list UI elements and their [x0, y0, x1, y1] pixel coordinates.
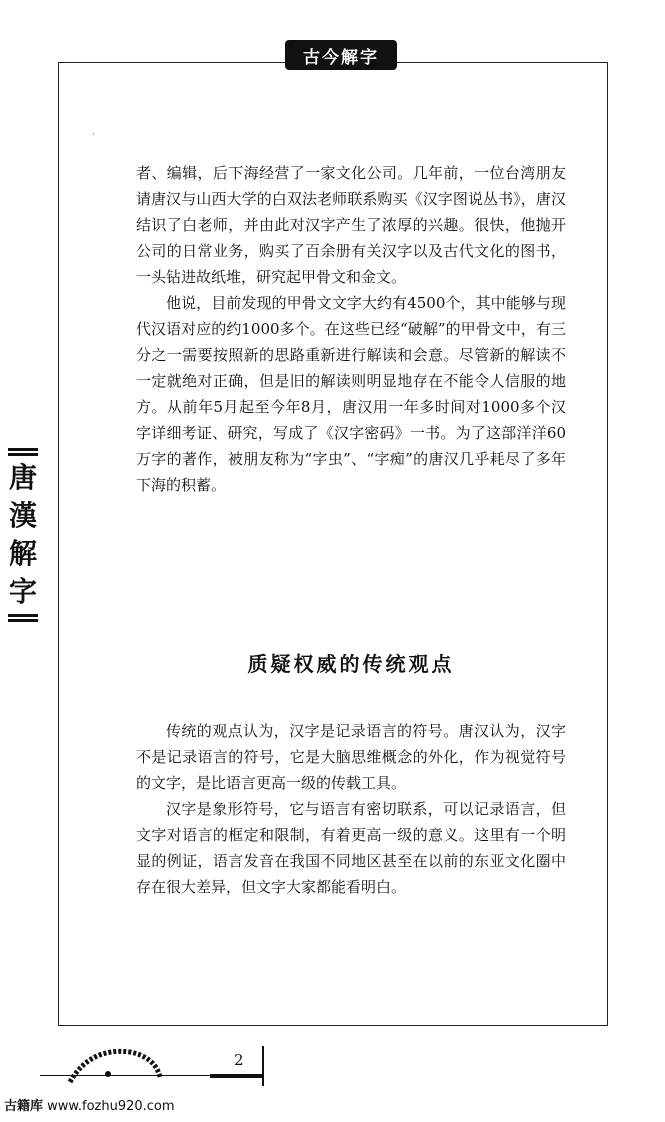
watermark[interactable]	[4, 1095, 175, 1114]
page-number-rule	[210, 1074, 262, 1078]
watermark-url[interactable]: www.fozhu920.com	[47, 1099, 175, 1114]
title-bar-bottom-2	[8, 619, 38, 622]
paragraph: 汉字是象形符号，它与语言有密切联系，可以记录语言，但文字对语言的框定和限制，有着更高一级的意义。这里有一个明显的例证，语言发音在我国不同地区甚至在以前的东亚文化圈中存在很大差异，但文字大家都能看明白。	[136, 800, 566, 896]
footer-rule	[40, 1075, 220, 1076]
paragraph: 他说，目前发现的甲骨文文字大约有4500个，其中能够与现代汉语对应的约1000多个。在这些已经“破解”的甲骨文中，有三分之一需要按照新的思路重新进行解读和会意。尽管新的解读不一定就绝对正确，但是旧的解读则明显地存在不能令人信服的地方。从前年5月起至今年8月，唐汉用一年多时间对1000多个汉字详细考证、研究，写成了《汉字密码》一书。为了这部洋洋60万字的著作，被朋友称为“字虫”、“字痴”的唐汉几乎耗尽了多年下海的积蓄。	[136, 294, 566, 494]
vertical-title-char: 字	[8, 575, 37, 608]
header-seal: 古今解字	[285, 40, 397, 70]
watermark-label: 古籍库	[4, 1099, 44, 1114]
footer-brush-ornament-icon	[60, 1042, 170, 1092]
body-text-bottom	[136, 718, 566, 900]
paragraph: 传统的观点认为，汉字是记录语言的符号。唐汉认为，汉字不是记录语言的符号，它是大脑思维概念的外化，作为视觉符号的文字，是比语言更高一级的传载工具。	[136, 722, 566, 792]
title-bar-bottom	[8, 614, 38, 617]
body-text-top	[136, 160, 566, 498]
section-heading: 质疑权威的传统观点	[247, 652, 455, 676]
vertical-title-char: 唐	[8, 461, 37, 494]
paragraph: 者、编辑，后下海经营了一家文化公司。几年前，一位台湾朋友请唐汉与山西大学的白双法老师联系购买《汉字图说丛书》，唐汉结识了白老师，并由此对汉字产生了浓厚的兴趣。很快，他抛开公司的日常业务，购买了百余册有关汉字以及古代文化的图书，一头钻进故纸堆，研究起甲骨文和金文。	[136, 164, 566, 286]
vertical-title-char: 解	[8, 537, 37, 570]
vertical-title	[4, 446, 42, 624]
title-bar-top-2	[8, 453, 38, 456]
page-number: 2	[234, 1051, 244, 1069]
title-bar-top	[8, 448, 38, 451]
vertical-title-char: 漢	[8, 499, 37, 532]
stray-mark: ·	[92, 130, 95, 139]
page-number-divider	[262, 1046, 264, 1086]
